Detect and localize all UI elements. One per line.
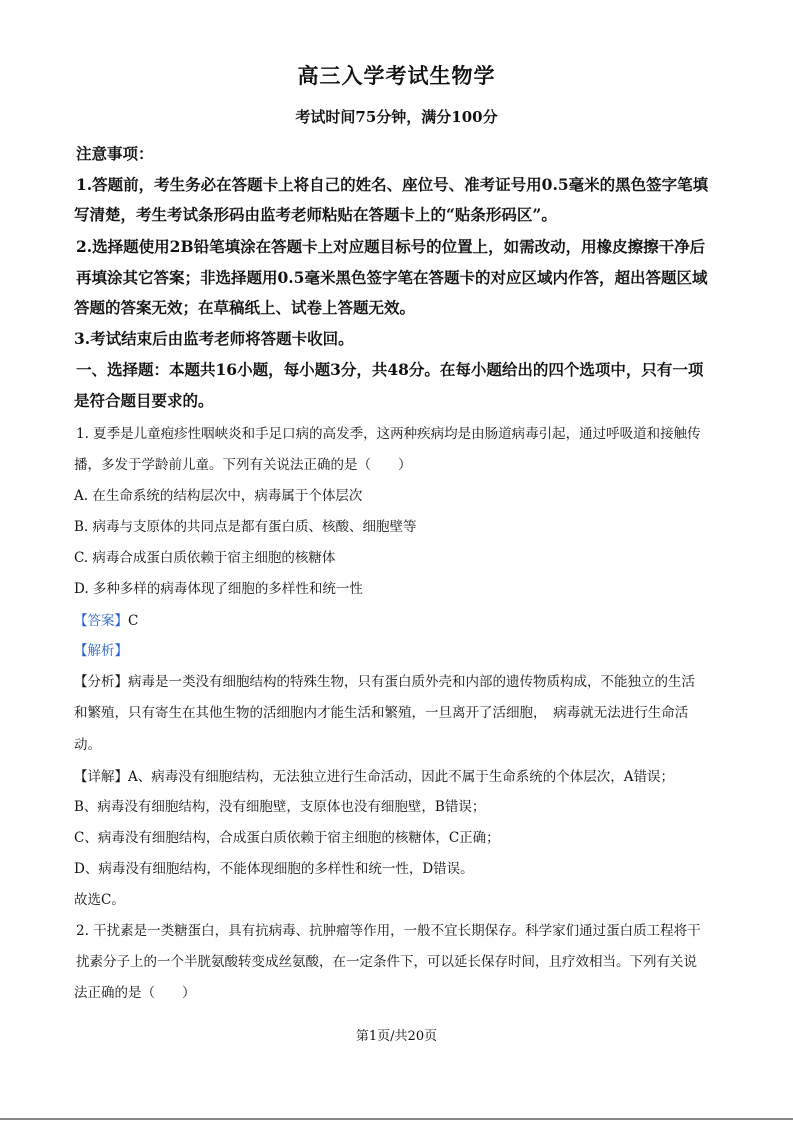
page-number: 第1页/共20页 [355, 1029, 438, 1044]
analysis-paragraph [74, 670, 724, 690]
section-heading: 是符合题目要求的。 [74, 391, 214, 410]
analysis-paragraph: 和繁殖，只有寄生在其他生物的活细胞内才能生活和繁殖，一旦离开了活细胞， 病毒就无法进行生命活 [74, 705, 689, 721]
answer-value: C [128, 613, 139, 629]
answer-label: 【答案】 [74, 613, 128, 629]
question-option: C. 病毒合成蛋白质依赖于宿主细胞的核糖体 [74, 550, 336, 566]
question-option: D. 多种多样的病毒体现了细胞的多样性和统一性 [74, 581, 363, 597]
question-stem: 法正确的是（ ） [74, 985, 196, 1001]
detail-paragraph: B、病毒没有细胞结构，没有细胞壁，支原体也没有细胞壁，B错误； [74, 799, 486, 815]
xiangjie-label: 【详解】 [74, 769, 128, 785]
notice-line: 2.选择题使用2B铅笔填涂在答题卡上对应题目标号的位置上，如需改动，用橡皮擦擦干净后 [76, 237, 706, 256]
analysis-label: 【解析】 [74, 643, 128, 659]
answer-line [74, 609, 724, 629]
exam-subtitle: 考试时间75分钟，满分100分 [295, 108, 498, 126]
analysis-paragraph: 动。 [74, 737, 101, 753]
xiangjie-text: A、病毒没有细胞结构，无法独立进行生命活动，因此不属于生命系统的个体层次，A错误； [128, 769, 674, 785]
question-stem: 2. 干扰素是一类糖蛋白，具有抗病毒、抗肿瘤等作用，一般不宜长期保存。科学家们通过蛋白质工程将干 [76, 923, 701, 939]
detail-paragraph: C、病毒没有细胞结构，合成蛋白质依赖于宿主细胞的核糖体，C正确； [74, 830, 500, 846]
notice-line: 再填涂其它答案；非选择题用0.5毫米黑色签字笔在答题卡的对应区域内作答，超出答题区域 [76, 268, 708, 287]
fenxi-text: 病毒是一类没有细胞结构的特殊生物，只有蛋白质外壳和内部的遗传物质构成，不能独立的生活 [128, 674, 695, 690]
notice-line: 写清楚，考生考试条形码由监考老师粘贴在答题卡上的“贴条形码区”。 [74, 205, 557, 224]
notice-line: 答题的答案无效；在草稿纸上、试卷上答题无效。 [74, 298, 416, 317]
question-option: A. 在生命系统的结构层次中，病毒属于个体层次 [74, 488, 363, 504]
notice-line: 1.答题前，考生务必在答题卡上将自己的姓名、座位号、准考证号用0.5毫米的黑色签字笔填 [76, 175, 709, 194]
page-title: 高三入学考试生物学 [297, 63, 496, 88]
conclusion: 故选C。 [74, 892, 125, 908]
section-heading: 一、选择题：本题共16小题，每小题3分，共48分。在每小题给出的四个选项中，只有一项 [76, 360, 704, 379]
question-stem: 1. 夏季是儿童疱疹性咽峡炎和手足口病的高发季，这两种疾病均是由肠道病毒引起，通过呼吸道和接触传 [76, 426, 701, 442]
bottom-divider [0, 1118, 793, 1120]
detail-paragraph: D、病毒没有细胞结构，不能体现细胞的多样性和统一性，D错误。 [74, 861, 474, 877]
fenxi-label: 【分析】 [74, 674, 128, 690]
question-stem: 播，多发于学龄前儿童。下列有关说法正确的是（ ） [74, 457, 412, 473]
notice-heading: 注意事项： [76, 144, 154, 163]
detail-paragraph [74, 765, 724, 785]
question-stem: 扰素分子上的一个半胱氨酸转变成丝氨酸，在一定条件下，可以延长保存时间，且疗效相当。下列有关说 [76, 954, 697, 970]
question-option: B. 病毒与支原体的共同点是都有蛋白质、核酸、细胞壁等 [74, 519, 417, 535]
notice-line: 3.考试结束后由监考老师将答题卡收回。 [74, 329, 354, 348]
